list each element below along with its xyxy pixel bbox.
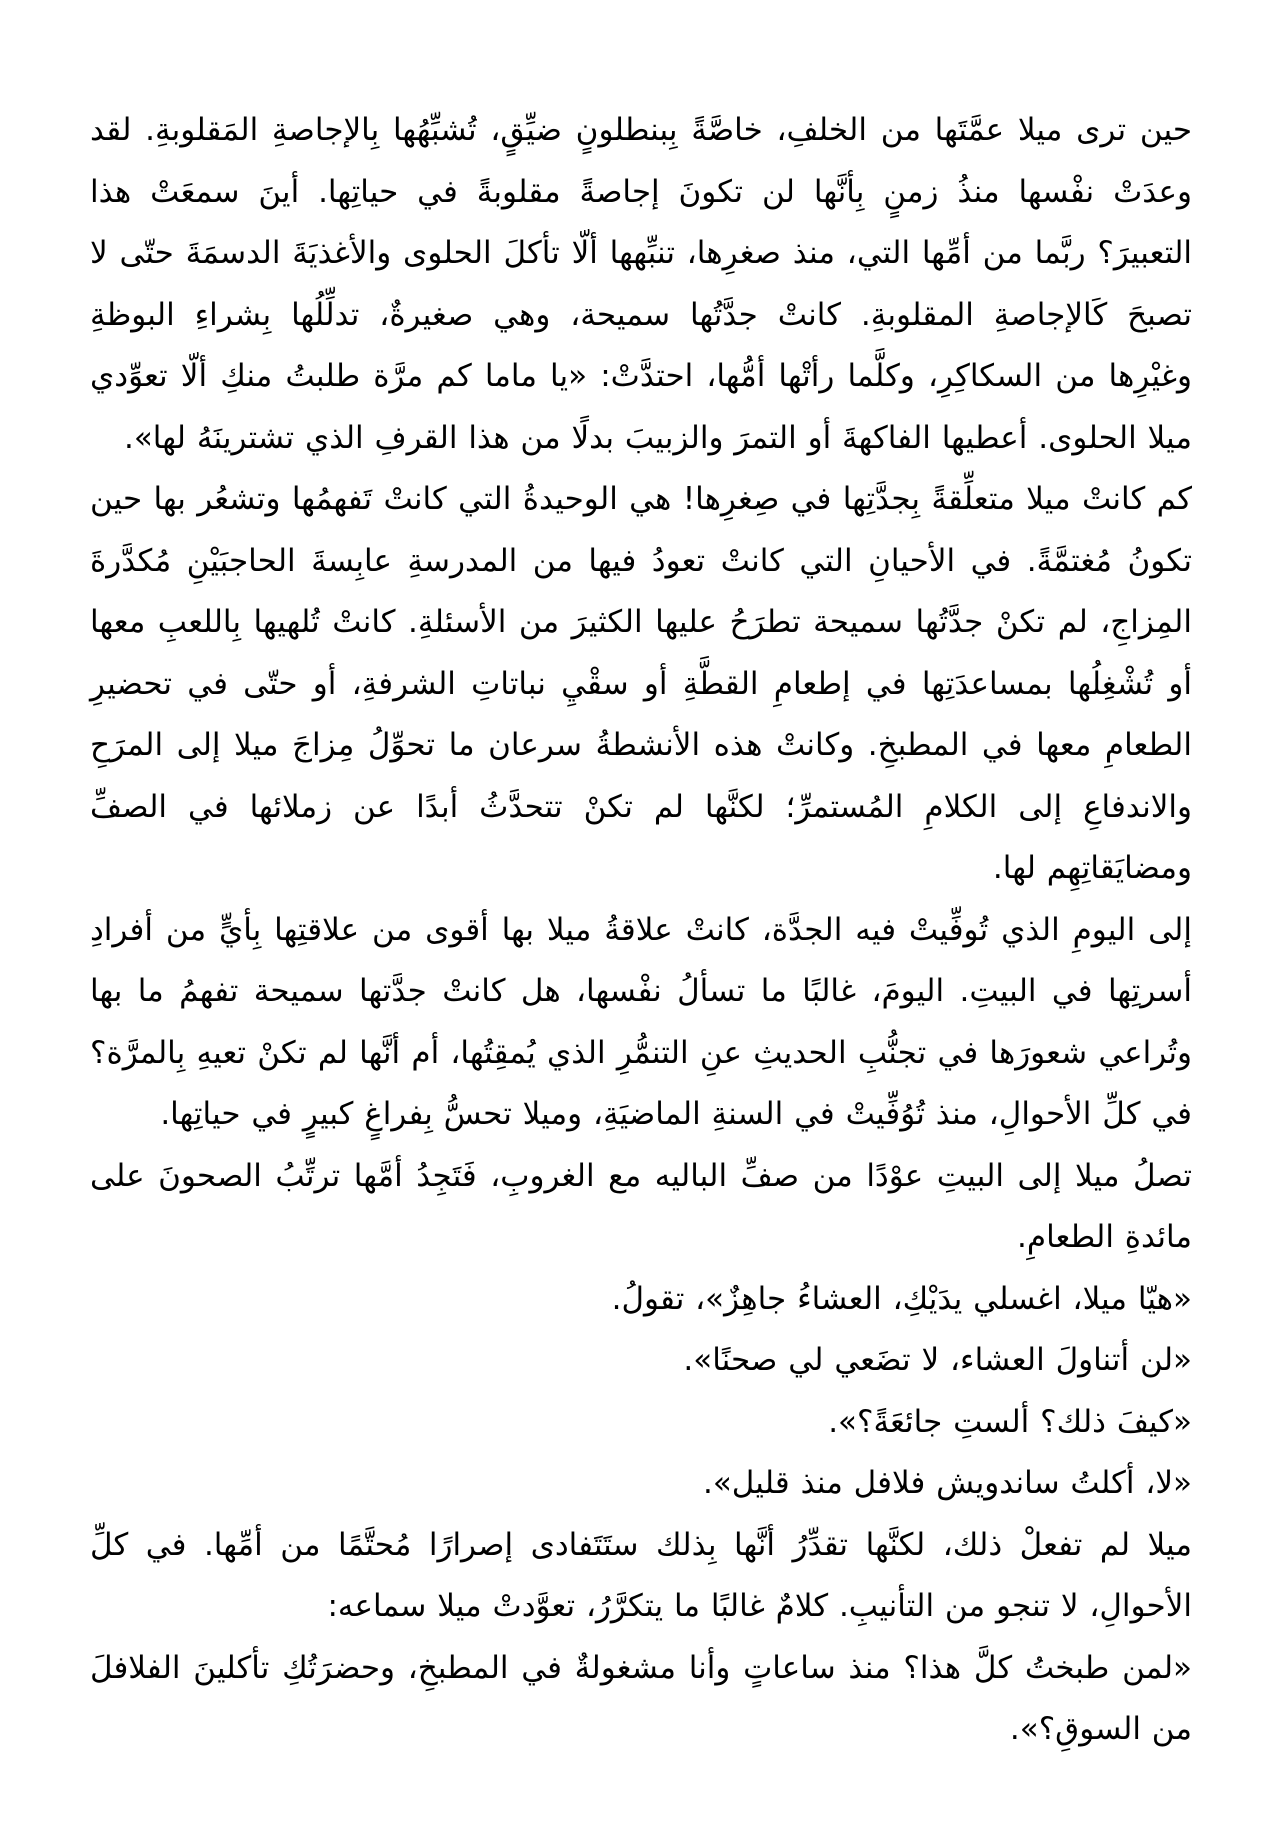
paragraph: حين ترى ميلا عمَّتَها من الخلفِ، خاصَّةً بِبنطلونٍ ضيِّقٍ، تُشبِّهُها بِالإجاصةِ المَقلوبةِ. لقد وعدَتْ نفْسها منذُ زمنٍ بِأنَّها لن تكونَ إجاصةً مقلوبةً في حياتِها. أينَ سمعَتْ هذا التعبيرَ؟ ربَّما من أمِّها التي، منذ صغرِها، تنبِّهها ألّا تأكلَ الحلوى والأغذيَةَ الدسمَةَ حتّى لا تصبحَ كَالإجاصةِ المقلوبةِ. كانتْ جدَّتُها سميحة، وهي صغيرةٌ، تدلِّلُها بِشراءِ البوظةِ وغيْرِها من السكاكِرِ، وكلَّما رأتْها أمُّها، احتدَّتْ: «يا ماما كم مرَّة طلبتُ منكِ ألّا تعوِّدي ميلا الحلوى. أعطيها الفاكهةَ أو التمرَ والزبيبَ بدلًا من هذا القرفِ الذي تشترينَهُ لها». — [90, 112, 1192, 456]
paragraph-dialogue: «لن أتناولَ العشاء، لا تضَعي لي صحنًا». — [683, 1342, 1192, 1378]
paragraph-dialogue: «كيفَ ذلك؟ ألستِ جائعَةً؟». — [828, 1403, 1192, 1440]
paragraph: تصلُ ميلا إلى البيتِ عوْدًا من صفِّ الباليه مع الغروبِ، فَتَجِدُ أمَّها ترتِّبُ الصحونَ على مائدةِ الطعامِ. — [90, 1157, 1192, 1255]
paragraph-dialogue: «لا، أكلتُ ساندويش فلافل منذ قليل». — [702, 1465, 1192, 1501]
paragraph: إلى اليومِ الذي تُوفِّيتْ فيه الجدَّة، كانتْ علاقةُ ميلا بها أقوى من علاقتِها بِأيٍّ من أفرادِ أسرتِها في البيتِ. اليومَ، غالبًا ما تسألُ نفْسها، هل كانتْ جدَّتها سميحة تفهمُ ما بها وتُراعي شعورَها في تجنُّبِ الحديثِ عنِ التنمُّرِ الذي يُمقِتُها، أم أنَّها لم تكنْ تعيهِ بِالمرَّة؟ في كلِّ الأحوالِ، منذ تُوُفِّيتْ في السنةِ الماضيَةِ، وميلا تحسُّ بِفراغٍ كبيرٍ في حياتِها. — [90, 911, 1192, 1132]
paragraph: ميلا لم تفعلْ ذلك، لكنَّها تقدِّرُ أنَّها بِذلك ستَتَفادى إصرارًا مُحتَّمًا من أمِّها. في كلِّ الأحوالِ، لا تنجو من التأنيبِ. كلامٌ غالبًا ما يتكرَّرُ، تعوَّدتْ ميلا سماعه: — [90, 1526, 1192, 1624]
paragraph: كم كانتْ ميلا متعلِّقةً بِجدَّتِها في صِغرِها! هي الوحيدةُ التي كانتْ تَفهمُها وتشعُر بها حين تكونُ مُغتمَّةً. في الأحيانِ التي كانتْ تعودُ فيها من المدرسةِ عابِسةَ الحاجبَيْنِ مُكدَّرةَ المِزاجِ، لم تكنْ جدَّتُها سميحة تطرَحُ عليها الكثيرَ من الأسئلةِ. كانتْ تُلهيها بِاللعبِ معها أو تُشْغِلُها بمساعدَتِها في إطعامِ القطَّةِ أو سقْيِ نباتاتِ الشرفةِ، أو حتّى في تحضيرِ الطعامِ معها في المطبخِ. وكانتْ هذه الأنشطةُ سرعان ما تحوِّلُ مِزاجَ ميلا إلى المرَحِ والاندفاعِ إلى الكلامِ المُستمرِّ؛ لكنَّها لم تكنْ تتحدَّثُ أبدًا عن زملائها في الصفِّ ومضايَقاتِهِم لها. — [90, 481, 1192, 886]
paragraph-dialogue: «هيّا ميلا، اغسلي يدَيْكِ، العشاءُ جاهِزٌ»، تقولُ. — [611, 1280, 1192, 1317]
paragraph-dialogue: «لمن طبختُ كلَّ هذا؟ منذ ساعاتٍ وأنا مشغولةٌ في المطبخِ، وحضرَتُكِ تأكلينَ الفلافلَ من السوقِ؟». — [90, 1649, 1192, 1747]
